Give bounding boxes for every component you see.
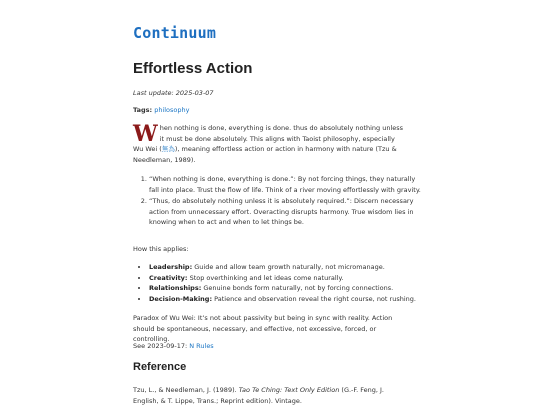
applies-text: Stop overthinking and let ideas come naturally. <box>187 273 344 282</box>
applies-term: Decision-Making: <box>149 294 213 303</box>
list-item: 1. “When nothing is done, everything is done.”: By not forcing things, they naturally fall into place. Trust the flow of life. Think of a river moving effortlessly with gravity. <box>149 174 423 195</box>
list-item <box>149 273 423 284</box>
paradox-paragraph: Paradox of Wu Wei: It’s not about passivity but being in sync with reality. Action should be spontaneous, necessary, and effective, not excessive, forced, or controlling. <box>133 314 393 344</box>
tag-link-philosophy[interactable]: philosophy <box>154 106 190 114</box>
reference-heading: Reference <box>133 361 187 373</box>
drop-cap: W <box>133 121 158 147</box>
list-item <box>149 294 423 305</box>
tags-line <box>133 106 189 114</box>
applies-intro: How this applies: <box>133 245 189 253</box>
site-logo[interactable]: Continuum <box>133 24 217 42</box>
applies-text: Genuine bonds form naturally, not by forcing connections. <box>201 284 394 293</box>
reference-details: (G.-F. Feng, J. English, & T. Lippe, Trans.; Reprint edition). Vintage. <box>133 386 384 405</box>
intro-text-a: hen nothing is done, everything is done. thus do absolutely nothing unless it must be done absolutely. This aligns with Taoist philosophy, especially Wu Wei ( <box>133 124 404 154</box>
intro-paragraph <box>133 123 407 165</box>
applies-term: Creativity: <box>149 273 188 282</box>
wu-wei-chars: 無為 <box>161 145 175 154</box>
applies-text: Guide and allow team growth naturally, not micromanage. <box>192 263 385 271</box>
see-also-prefix: See 2023-09-17: <box>133 342 190 350</box>
applies-list <box>133 262 423 304</box>
page-title: Effortless Action <box>133 60 253 77</box>
reference-entry <box>133 385 407 406</box>
see-also-link[interactable]: N Rules <box>189 342 214 350</box>
last-update-label: Last update: <box>133 89 174 97</box>
intro-text-b: ), meaning effortless action or action in harmony with nature (Tzu & Needleman, 1989). <box>133 145 397 164</box>
list-item: 2. “Thus, do absolutely nothing unless it is absolutely required.”: Discern necessary action from unnecessary effort. Overacting disrupts harmony. True wisdom lies in knowing when to act and when to let things be. <box>149 196 423 228</box>
last-update <box>133 89 214 97</box>
see-also <box>133 341 407 352</box>
quotes-list <box>133 174 423 229</box>
applies-term: Relationships: <box>149 284 202 293</box>
list-item <box>149 262 423 273</box>
list-item <box>149 283 423 294</box>
tags-label: Tags: <box>133 106 153 114</box>
last-update-date: 2025-03-07 <box>175 89 214 97</box>
applies-text: Patience and observation reveal the right course, not rushing. <box>212 294 416 303</box>
reference-authors: Tzu, L., & Needleman, J. (1989). <box>133 386 239 394</box>
reference-title: Tao Te Ching: Text Only Edition <box>238 386 340 394</box>
applies-term: Leadership: <box>149 263 193 271</box>
